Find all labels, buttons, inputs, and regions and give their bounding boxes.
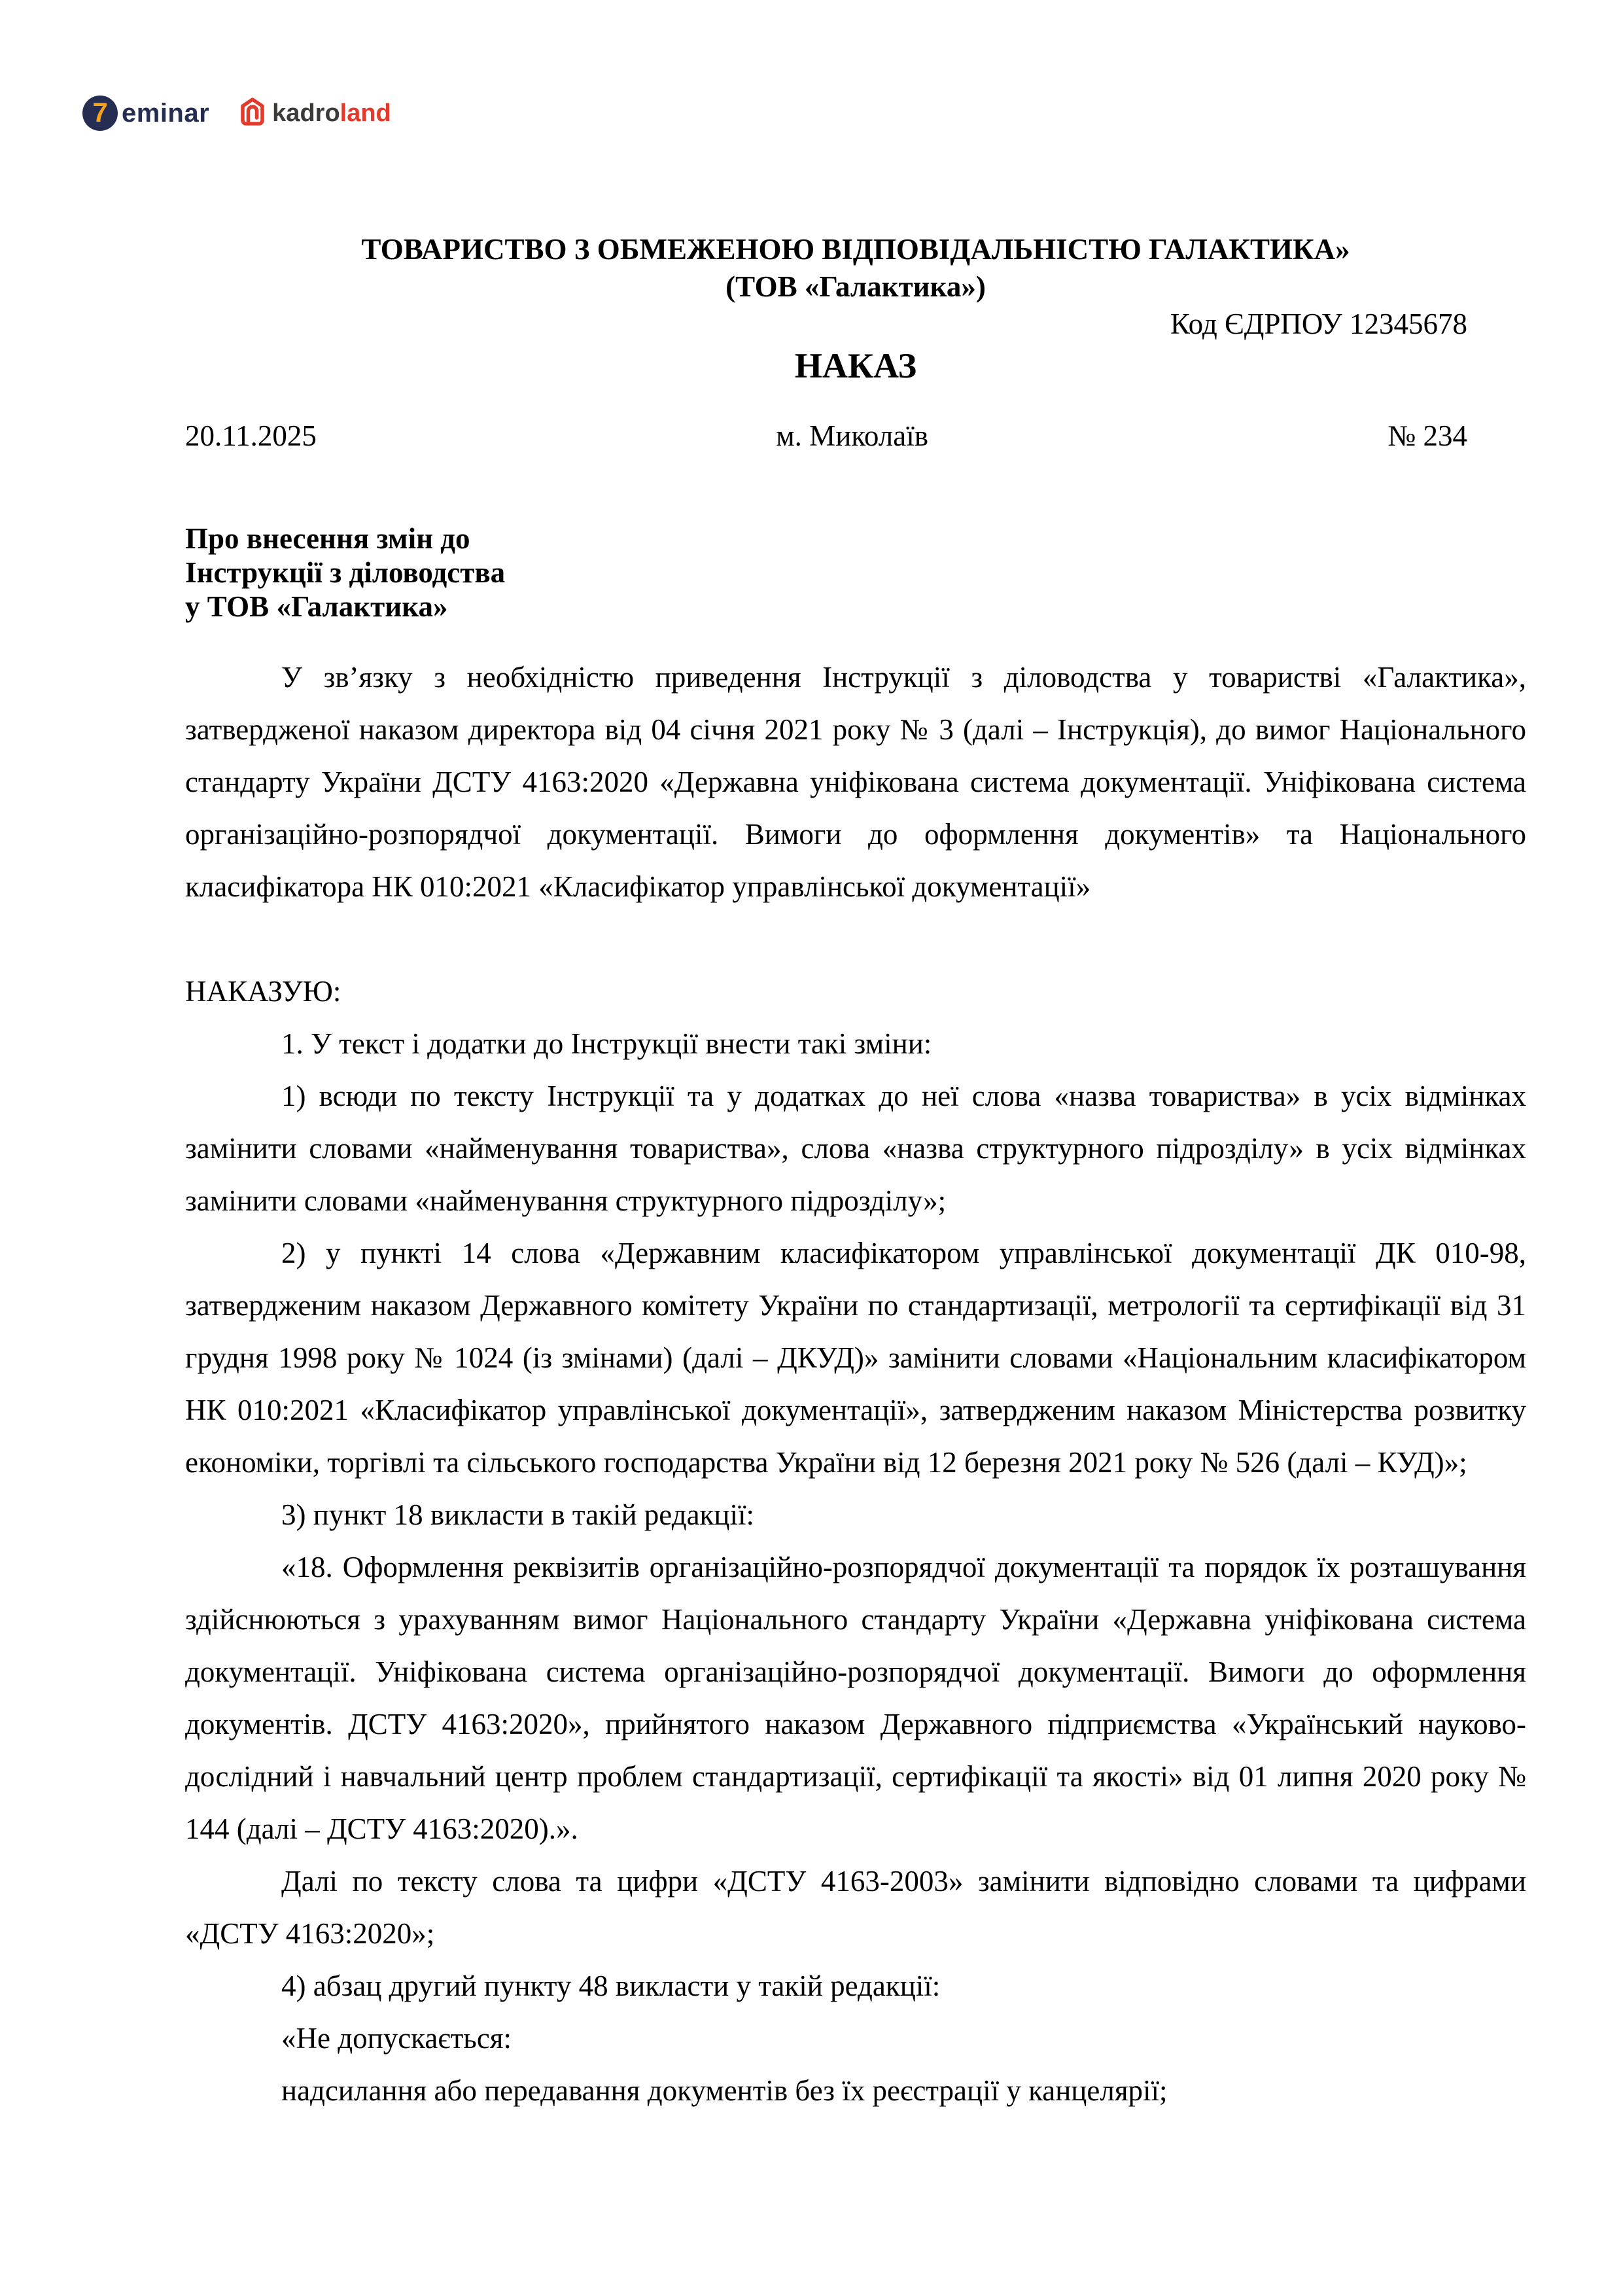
document-body: [185, 0, 1526, 2117]
order-item-8: «Не допускається:: [281, 2022, 512, 2055]
order-item-4: 3) пункт 18 викласти в такій редакції:: [281, 1498, 755, 1531]
subject-block: [185, 521, 1526, 624]
subject-line-2: Інструкції з діловодства: [185, 556, 506, 589]
order-item-3: 2) у пункті 14 слова «Державним класифікатором управлінської документації ДК 010-98, затвердженим наказом Державного комітету України по стандартизації, метрології та сертифікації від 31 грудня 1998 року № 1024 (із змінами) (далі – ДКУД)» замінити словами «Національним класифікатором НК 010:2021 «Класифікатор управлінської документації», затвердженим наказом Міністерства розвитку економіки, торгівлі та сільського господарства України від 12 березня 2021 року № 526 (далі – КУД)»;: [185, 1237, 1526, 1479]
preamble-paragraph: У зв’язку з необхідністю приведення Інструкції з діловодства у товаристві «Галактика», затвердженої наказом директора від 04 січня 2021 року № 3 (далі – Інструкція), до вимог Національного стандарту України ДСТУ 4163:2020 «Державна уніфікована система документації. Уніфікована система організаційно-розпорядчої документації. Вимоги до оформлення документів» та Національного класифікатора НК 010:2021 «Класифікатор управлінської документації»: [185, 661, 1526, 903]
company-short-name: (ТОВ «Галактика»): [725, 270, 986, 303]
7eminar-digit: 7: [92, 97, 108, 128]
order-item-5: «18. Оформлення реквізитів організаційно-розпорядчої документації та порядок їх розташування здійснюються з урахуванням вимог Національного стандарту України «Державна уніфікована система документації. Уніфікована система організаційно-розпорядчої документації. Вимоги до оформлення документів. ДСТУ 4163:2020», прийнятого наказом Державного підприємства «Український науково-дослідний і навчальний центр проблем стандартизації, сертифікації та якості» від 01 липня 2020 року № 144 (далі – ДСТУ 4163:2020).».: [185, 1551, 1526, 1845]
order-item-6: Далі по тексту слова та цифри «ДСТУ 4163-2003» замінити відповідно словами та цифрами «ДСТУ 4163:2020»;: [185, 1865, 1526, 1950]
doc-number: № 234: [1387, 419, 1467, 452]
order-item-1: 1. У текст і додатки до Інструкції внести такі зміни:: [281, 1027, 932, 1060]
7eminar-circle-icon: [82, 96, 118, 131]
order-item-9: надсилання або передавання документів без їх реєстрації у канцелярії;: [281, 2074, 1168, 2107]
7eminar-wordmark: eminar: [122, 98, 210, 128]
doc-date: 20.11.2025: [185, 419, 317, 452]
subject-line-1: Про внесення змін до: [185, 522, 470, 555]
edrpou-code: Код ЄДРПОУ 12345678: [1170, 308, 1467, 340]
kadroland-wordmark-red: land: [340, 99, 391, 127]
company-name: ТОВАРИСТВО З ОБМЕЖЕНОЮ ВІДПОВІДАЛЬНІСТЮ ГАЛАКТИКА»: [361, 233, 1350, 266]
doc-type-title: НАКАЗ: [794, 346, 917, 385]
order-item-2: 1) всюди по тексту Інструкції та у додатках до неї слова «назва товариства» в усіх відмінках замінити словами «найменування товариства», слова «назва структурного підрозділу» в усіх відмінках замінити словами «найменування структурного підрозділу»;: [185, 1080, 1526, 1217]
kadroland-wordmark-dark: kadro: [272, 99, 340, 127]
order-item-7: 4) абзац другий пункту 48 викласти у такій редакції:: [281, 1969, 941, 2002]
resolution-heading: НАКАЗУЮ:: [185, 975, 341, 1008]
doc-city: м. Миколаїв: [776, 419, 928, 452]
date-row: [185, 410, 1526, 462]
subject-line-3: у ТОВ «Галактика»: [185, 590, 448, 623]
